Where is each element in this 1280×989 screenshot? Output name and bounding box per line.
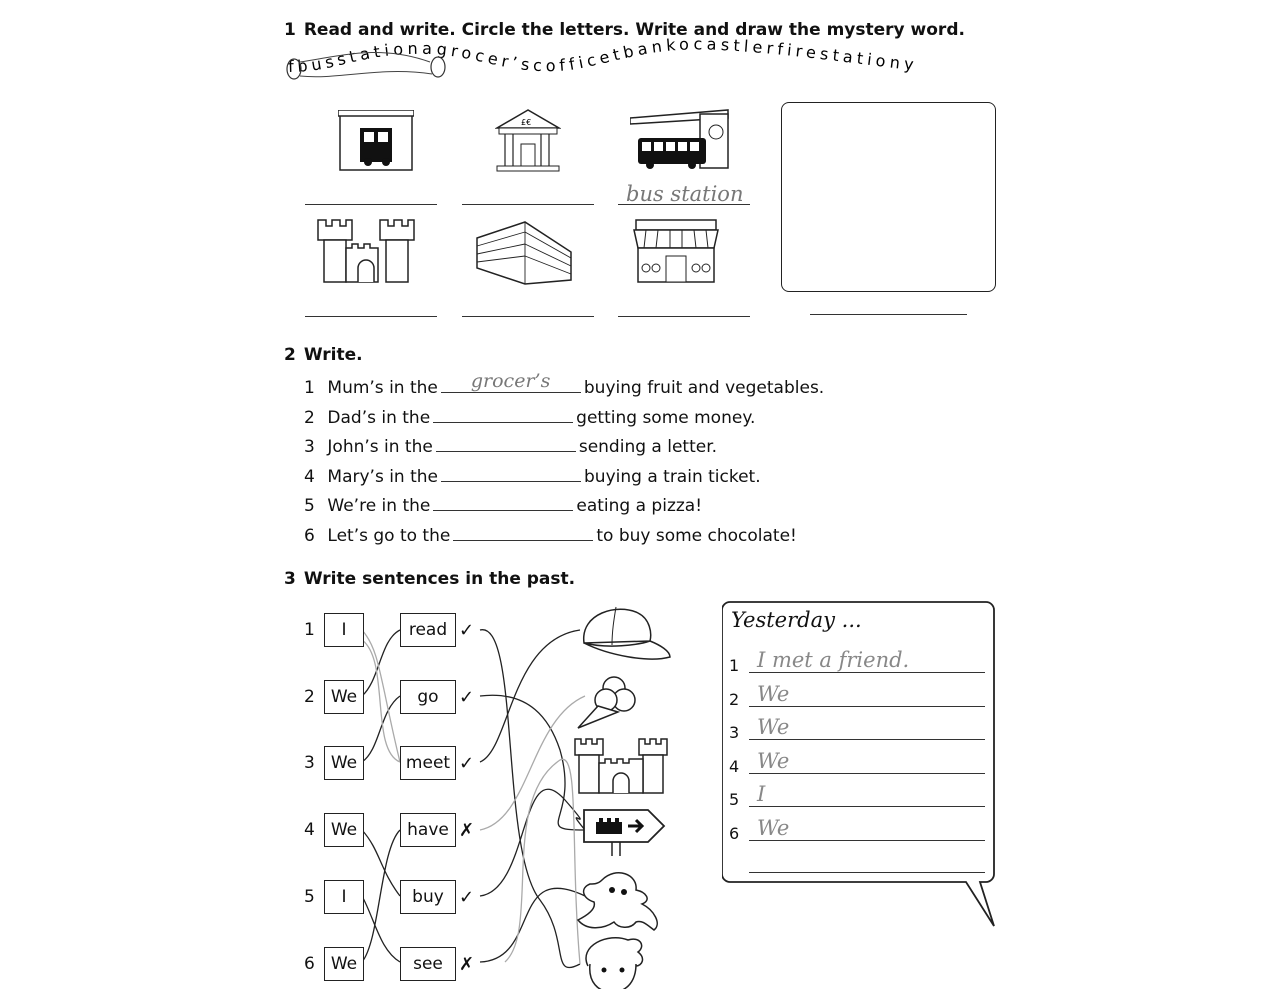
cross-mark: ✗ — [459, 954, 475, 975]
letter-snake-letters: fbusstationagrocer’scofficetbankocastlerfirestationy — [287, 38, 919, 77]
letter-snake — [280, 38, 980, 88]
answer-blank[interactable] — [441, 463, 581, 482]
castle-signpost-icon — [582, 806, 668, 858]
row-number: 1 — [304, 620, 315, 640]
row-number: 2 — [304, 687, 315, 707]
ice-cream-icon — [574, 674, 640, 730]
fire-station-icon — [338, 110, 414, 174]
exercise-3-title — [284, 569, 575, 589]
bus-station-icon — [630, 108, 730, 170]
exercise-2-title — [284, 345, 363, 365]
sentence-number: 1 — [304, 378, 315, 398]
sentence-before: Let’s go to the — [327, 526, 451, 546]
exercise-instruction: Write. — [303, 345, 363, 365]
check-mark: ✓ — [459, 887, 475, 908]
line-number: 6 — [729, 824, 740, 843]
exercise-1-title — [284, 20, 965, 40]
sentence-3 — [304, 433, 717, 457]
ghost-icon — [572, 870, 664, 934]
sentence-1 — [304, 370, 825, 398]
subject-box: We — [324, 813, 364, 847]
verb-box: go — [400, 680, 456, 714]
sentence-before: Mum’s in the — [327, 378, 438, 398]
answer-blank[interactable] — [453, 522, 593, 541]
exercise-number: 1 — [284, 20, 296, 40]
verb-box: buy — [400, 880, 456, 914]
sentence-starter: We — [757, 816, 790, 840]
verb-box: have — [400, 813, 456, 847]
answer-line[interactable] — [749, 840, 985, 841]
check-mark: ✓ — [459, 620, 475, 641]
subject-box: We — [324, 680, 364, 714]
sentence-starter: We — [757, 749, 790, 773]
line-number: 1 — [729, 656, 740, 675]
boy-face-icon — [578, 936, 650, 989]
row-number: 3 — [304, 753, 315, 773]
bubble-heading: Yesterday ... — [731, 608, 862, 632]
sentence-4 — [304, 463, 761, 487]
write-line[interactable] — [305, 316, 437, 317]
verb-box: see — [400, 947, 456, 981]
line-number: 3 — [729, 723, 740, 742]
subject-box: I — [324, 613, 364, 647]
answer-line[interactable] — [749, 672, 985, 673]
sentence-5 — [304, 492, 702, 516]
write-line[interactable] — [618, 316, 750, 317]
row-number: 4 — [304, 820, 315, 840]
sentence-starter: I — [757, 782, 766, 806]
line-number: 4 — [729, 757, 740, 776]
answer-blank[interactable] — [433, 492, 573, 511]
verb-box: meet — [400, 746, 456, 780]
exercise-number: 3 — [284, 569, 296, 589]
answer-line[interactable] — [749, 872, 985, 873]
grocers-icon — [632, 218, 720, 286]
answer-line[interactable] — [749, 773, 985, 774]
check-mark: ✓ — [459, 687, 475, 708]
sentence-2 — [304, 404, 755, 428]
sentence-number: 5 — [304, 496, 315, 516]
sentence-starter: We — [757, 682, 790, 706]
svg-text:£€: £€ — [521, 118, 532, 127]
sentence-before: Mary’s in the — [327, 467, 439, 487]
row-number: 5 — [304, 887, 315, 907]
write-line[interactable] — [462, 204, 594, 205]
sentence-after: to buy some chocolate! — [596, 526, 797, 546]
example-answer: grocer’s — [470, 370, 551, 392]
sentence-before: We’re in the — [327, 496, 431, 516]
sentence-after: buying fruit and vegetables. — [583, 378, 825, 398]
answer-line[interactable] — [749, 806, 985, 807]
example-sentence: I met a friend. — [757, 648, 910, 672]
example-answer: bus station — [626, 182, 744, 206]
sentence-number: 2 — [304, 408, 315, 428]
castle-picture-icon — [573, 737, 669, 795]
line-number: 2 — [729, 690, 740, 709]
sentence-number: 3 — [304, 437, 315, 457]
sentence-after: eating a pizza! — [576, 496, 703, 516]
sentence-after: getting some money. — [576, 408, 756, 428]
cross-mark: ✗ — [459, 820, 475, 841]
letter-snake-text — [288, 38, 919, 76]
line-number: 5 — [729, 790, 740, 809]
cap-icon — [578, 603, 674, 663]
castle-icon — [316, 218, 416, 284]
answer-blank[interactable] — [436, 433, 576, 452]
post-office-icon — [475, 218, 575, 286]
write-line[interactable] — [305, 204, 437, 205]
exercise-instruction: Write sentences in the past. — [303, 569, 576, 589]
sentence-starter: We — [757, 715, 790, 739]
subject-box: I — [324, 880, 364, 914]
answer-line[interactable] — [749, 739, 985, 740]
check-mark: ✓ — [459, 753, 475, 774]
sentence-after: buying a train ticket. — [584, 467, 761, 487]
sentence-number: 4 — [304, 467, 315, 487]
answer-blank[interactable] — [441, 370, 581, 393]
mystery-word-line[interactable] — [810, 314, 967, 315]
exercise-number: 2 — [284, 345, 296, 365]
sentence-6 — [304, 522, 797, 546]
sentence-after: sending a letter. — [578, 437, 718, 457]
answer-blank[interactable] — [433, 404, 573, 423]
sentence-number: 6 — [304, 526, 315, 546]
subject-box: We — [324, 947, 364, 981]
row-number: 6 — [304, 954, 315, 974]
circled-letter — [431, 57, 445, 77]
exercise-instruction: Read and write. Circle the letters. Write and draw the mystery word. — [303, 20, 965, 40]
answer-line[interactable] — [749, 706, 985, 707]
sentence-before: John’s in the — [327, 437, 433, 457]
bank-icon — [495, 108, 561, 172]
mystery-word-drawing-box[interactable] — [781, 102, 996, 292]
sentence-before: Dad’s in the — [327, 408, 431, 428]
write-line[interactable] — [462, 316, 594, 317]
subject-box: We — [324, 746, 364, 780]
verb-box: read — [400, 613, 456, 647]
